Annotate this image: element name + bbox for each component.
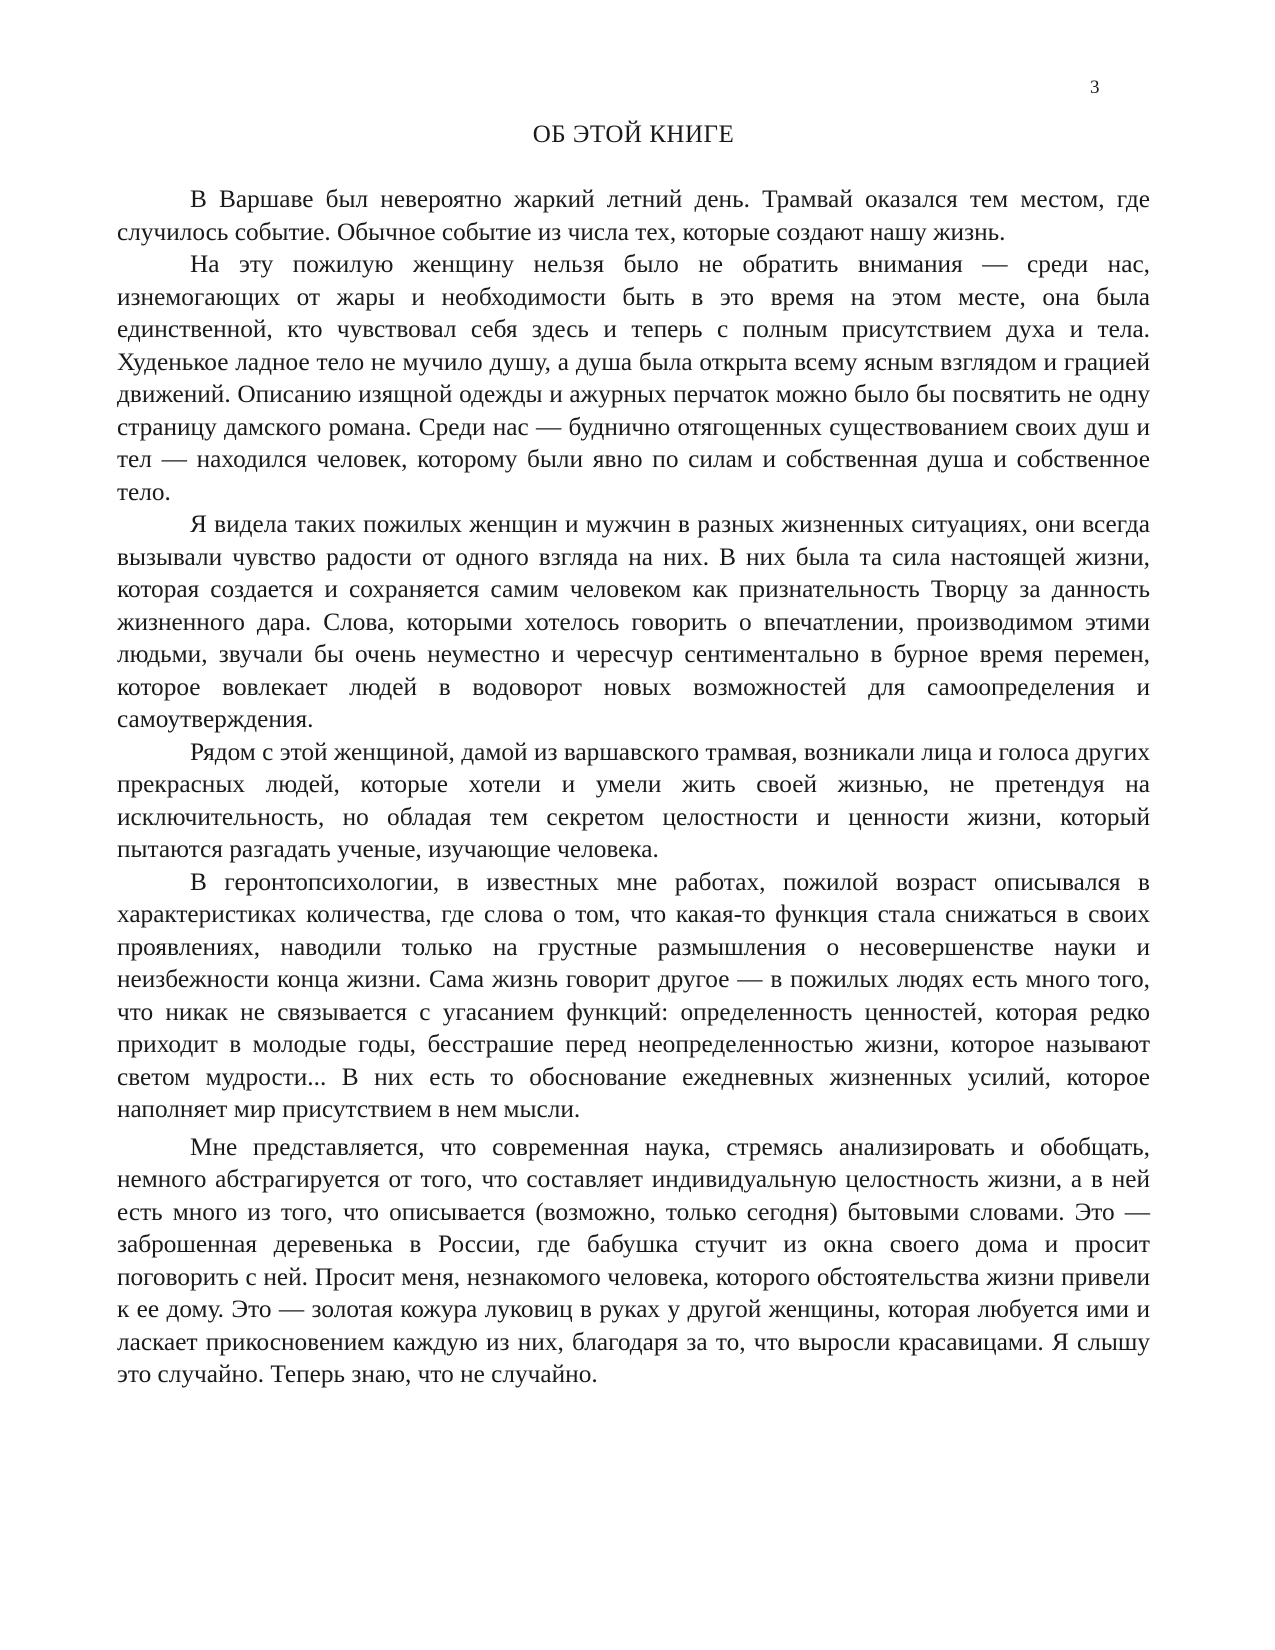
paragraph-3: Я видела таких пожилых женщин и мужчин в разных жизненных ситуациях, они всегда вызывали чувство радости от одного взгляда на них. В них была та сила настоящей жизни, которая создается и сохраняется самим человеком как признательность Творцу за данность жизненного дара. Слова, которыми хотелось говорить о впечатлении, производимом этими людьми, звучали бы очень неуместно и чересчур сентиментально в бурное время перемен, которое вовлекает людей в водоворот новых возможностей для самоопределения и самоутверждения. [117,510,1150,733]
body-text [117,183,1150,1391]
paragraph-5: В геронтопсихологии, в известных мне работах, пожилой возраст описывался в характеристиках количества, где слова о том, что какая-то функция стала снижаться в своих проявлениях, наводили только на грустные размышления о несовершенстве науки и неизбежности конца жизни. Сама жизнь говорит другое — в пожилых людях есть много того, что никак не связывается с угасанием функций: определенность ценностей, которая редко приходит в молодые годы, бесстрашие перед неопределенностью жизни, которое называют светом мудрости... В них есть то обоснование ежедневных жизненных усилий, которое наполняет мир присутствием в нем мысли. [117,867,1150,1123]
paragraph-4: Рядом с этой женщиной, дамой из варшавского трамвая, возникали лица и голоса других прекрасных людей, которые хотели и умели жить своей жизнью, не претендуя на исключительность, но обладая тем секретом целостности и ценности жизни, который пытаются разгадать ученые, изучающие человека. [117,737,1150,863]
paragraph-2: На эту пожилую женщину нельзя было не обратить внимания — среди нас, изнемогающих от жары и необходимости быть в это время на этом месте, она была единственной, кто чувствовал себя здесь и теперь с полным присутствием духа и тела. Худенькое ладное тело не мучило душу, а душа была открыта всему ясным взглядом и грацией движений. Описанию изящной одежды и ажурных перчаток можно было бы посвятить не одну страницу дамского романа. Среди нас — буднично отягощенных существованием своих душ и тел — находился человек, которому были явно по силам и собственная душа и собственное тело. [117,250,1150,506]
page-title: ОБ ЭТОЙ КНИГЕ [532,121,735,148]
paragraph-6: Мне представляется, что современная наука, стремясь анализировать и обобщать, немного абстрагируется от того, что составляет индивидуальную целостность жизни, а в ней есть много из того, что описывается (возможно, только сегодня) бытовыми словами. Это — заброшенная деревенька в России, где бабушка стучит из окна своего дома и просит поговорить с ней. Просит меня, незнакомого человека, которого обстоятельства жизни привели к ее дому. Это — золотая кожура луковиц в руках у другой женщины, которая любуется ими и ласкает прикосновением каждую из них, благодаря за то, что выросли красавицами. Я слышу это случайно. Теперь знаю, что не случайно. [117,1132,1150,1388]
paragraph-1: В Варшаве был невероятно жаркий летний день. Трамвай оказался тем местом, где случилось событие. Обычное событие из числа тех, которые создают нашу жизнь. [117,185,1150,246]
page-number: 3 [1090,77,1100,98]
